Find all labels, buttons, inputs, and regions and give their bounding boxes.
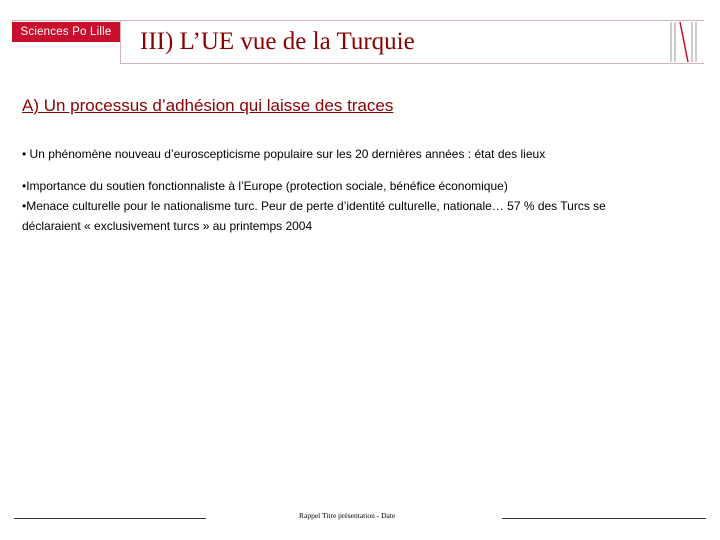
section-subtitle: A) Un processus d’adhésion qui laisse des traces: [22, 96, 394, 115]
decorative-lines-icon: [668, 20, 698, 64]
footer-rule-right: [502, 518, 706, 519]
logo-text: Sciences Po Lille: [20, 26, 112, 38]
footer-text: Rappel Titre présentation - Date: [299, 511, 396, 520]
bullet-2-line-3: déclaraient « exclusivement turcs » au printemps 2004: [22, 219, 313, 233]
header-bottom-rule: [120, 63, 704, 64]
bullet-paragraph-2: [22, 176, 672, 236]
bullet-paragraph-1: • Un phénomène nouveau d’euroscepticisme populaire sur les 20 dernières années : état des lieux: [22, 147, 546, 161]
footer-rule-left: [14, 518, 206, 519]
header-divider: [120, 20, 121, 64]
slide-title: III) L’UE vue de la Turquie: [140, 28, 415, 55]
bullet-2-line-1: •Importance du soutien fonctionnaliste à l’Europe (protection sociale, bénéfice économique): [22, 179, 508, 193]
bullet-2-line-2: •Menace culturelle pour le nationalisme turc. Peur de perte d’identité culturelle, nationale… 57 % des Turcs se: [22, 199, 606, 213]
sciences-po-lille-logo: [12, 22, 120, 42]
